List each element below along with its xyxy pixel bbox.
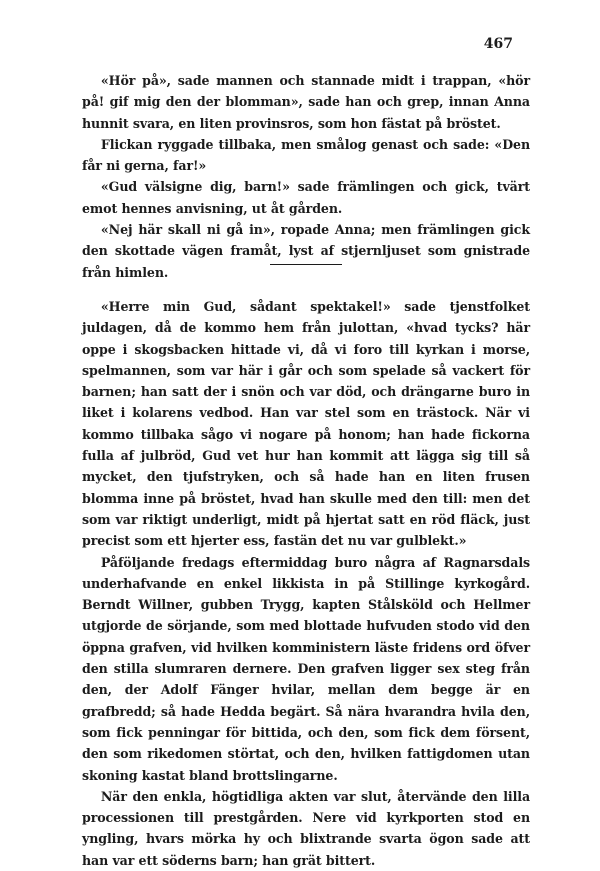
paragraph: Flickan ryggade tillbaka, men smålog genast och sade: «Den får ni gerna, far!»: [82, 136, 530, 174]
section-divider: [270, 264, 342, 265]
section-2: [82, 296, 530, 871]
page-number: 467: [483, 36, 513, 52]
paragraph: När den enkla, högtidliga akten var slut, återvände den lilla processionen till prestgården. Nere vid kyrkporten stod en yngling, hvars mörka hy och blixtrande svarta ögon sade att han var ett söderns barn; han grät bittert.: [82, 788, 530, 868]
paragraph: «Hör på», sade mannen och stannade midt i trappan, «hör på! gif mig den der blomman», sade han och grep, innan Anna hunnit svara, en liten provinsros, som hon fästat på bröstet.: [82, 73, 530, 131]
paragraph: «Gud välsigne dig, barn!» sade främlingen och gick, tvärt emot hennes anvisning, ut åt gården.: [82, 179, 530, 216]
paragraph: «Nej här skall ni gå in», ropade Anna; men främlingen gick den skottade vägen framåt, lyst af stjernljuset som gnistrade från himlen.: [82, 222, 530, 280]
section-1: [82, 70, 530, 283]
paragraph: Påföljande fredags eftermiddag buro några af Ragnarsdals underhafvande en enkel likkista in på Stillinge kyrkogård. Berndt Willner, gubben Trygg, kapten Stålsköld och Hellmer utgjorde de sörjande, som med blottade hufvuden stodo vid den öppna grafven, vid hvilken komministern läste fridens ord öfver den stilla slumraren dernere. Den grafven ligger sex steg från den, der Adolf Fänger hvilar, mellan dem begge är en grafbredd; så hade Hedda begärt. Så nära hvarandra hvila den, som fick penningar för bittida, och den, som fick dem försent, den som rikedomen störtat, och den, hvilken fattigdomen utan skoning kastat bland brottslingarne.: [82, 554, 530, 783]
paragraph: «Herre min Gud, sådant spektakel!» sade tjenstfolket juldagen, då de kommo hem från julottan, «hvad tycks? här oppe i skogsbacken hittade vi, då vi foro till kyrkan i morse, spelmannen, som var här i går och som spelade så vackert för barnen; han satt der i snön och var död, och drängarne buro in liket i kolarens vedbod. Han var stel som en trästock. När vi kommo tillbaka sågo vi nogare på honom; han hade fickorna fulla af julbröd, Gud vet hur han kommit att lägga sig till så mycket, den tjufstryken, och så hade han en liten frusen blomma inne på bröstet, hvad han skulle med den till: men det som var riktigt underligt, midt på hjertat satt en röd fläck, just precist som ett hjerter ess, fastän det nu var gulblekt.»: [82, 299, 530, 549]
